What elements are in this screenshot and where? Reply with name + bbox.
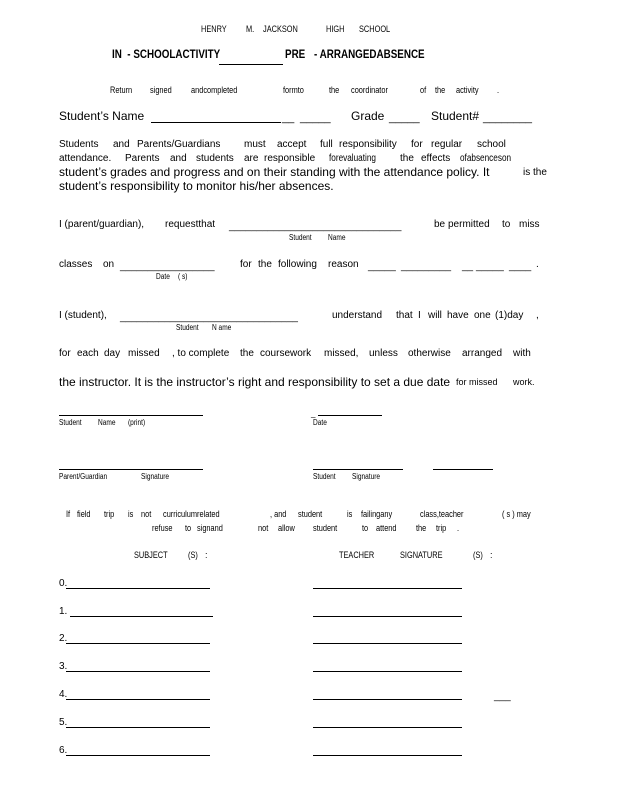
policy-word: forevaluating xyxy=(329,153,376,164)
parent-signature-line[interactable] xyxy=(59,469,203,470)
note-word: refuse xyxy=(152,523,173,533)
note-word: to xyxy=(362,523,369,533)
ack-word: one xyxy=(474,310,491,321)
instruction-word: the xyxy=(435,85,446,95)
note-word: trip xyxy=(104,509,115,519)
teacher-header-s: (S) xyxy=(473,550,483,560)
ack-word: coursework xyxy=(260,348,312,359)
ack-word: work. xyxy=(513,377,535,387)
ack-word: missed xyxy=(128,348,160,359)
note-word: is xyxy=(347,509,353,519)
student-signature-date-line[interactable] xyxy=(433,469,493,470)
date-dash: _ xyxy=(311,409,316,418)
instruction-word: activity xyxy=(456,85,479,95)
student-label: I (student), xyxy=(59,310,107,321)
subject-field[interactable] xyxy=(66,727,210,728)
policy-line4: student’s responsibility to monitor his/her absences. xyxy=(59,179,334,193)
student-name-label: Student’s Name xyxy=(59,109,145,123)
signature-header: SIGNATURE xyxy=(400,550,443,560)
signature-caption: (print) xyxy=(128,418,146,427)
request-that-text: requestthat xyxy=(165,219,216,230)
student-name-blank-field[interactable]: _______________________________ xyxy=(229,221,402,232)
request-word: be xyxy=(434,219,446,230)
policy-word: are xyxy=(244,153,259,164)
row-number: 3. xyxy=(59,661,68,672)
reason-blank-field[interactable]: _____ xyxy=(476,261,504,272)
policy-word: students xyxy=(196,153,234,164)
note-word: to xyxy=(185,523,192,533)
teacher-signature-field[interactable] xyxy=(313,643,462,644)
student-name-blank-field[interactable]: ________________________________ xyxy=(120,312,298,323)
field-caption: N ame xyxy=(212,323,232,332)
ack-word: unless xyxy=(369,348,398,359)
row-number: 0. xyxy=(59,578,68,589)
ack-word: day xyxy=(104,348,121,359)
note-word: student xyxy=(313,523,338,533)
request-word: on xyxy=(103,259,115,270)
teacher-signature-field[interactable] xyxy=(313,588,462,589)
student-name-field[interactable] xyxy=(151,122,281,123)
title-right: - ARRANGEDABSENCE xyxy=(314,47,425,61)
policy-word: the xyxy=(400,153,414,164)
reason-blank-field[interactable]: ____ xyxy=(509,261,532,272)
note-word: failingany xyxy=(361,509,393,519)
school-word: HIGH xyxy=(326,24,345,34)
instructor-line: the instructor. It is the instructor’s right and responsibility to set a due date xyxy=(59,375,451,389)
policy-word: must xyxy=(244,139,266,150)
note-word: class,teacher xyxy=(420,509,464,519)
grade-label: Grade xyxy=(351,109,385,123)
subject-field[interactable] xyxy=(70,616,213,617)
request-word: permitted xyxy=(448,219,490,230)
signature-caption: Date xyxy=(313,418,327,427)
note-word: field xyxy=(77,509,91,519)
note-word: curriculumrelated xyxy=(163,509,220,519)
date-line[interactable] xyxy=(318,415,382,416)
instruction-word: of xyxy=(420,85,427,95)
ack-word: for missed xyxy=(456,377,498,387)
signature-caption: Signature xyxy=(352,472,381,481)
parent-guardian-label: I (parent/guardian), xyxy=(59,219,145,230)
policy-word: and xyxy=(170,153,187,164)
request-word: classes xyxy=(59,259,93,270)
student-signature-line[interactable] xyxy=(313,469,403,470)
teacher-signature-field[interactable] xyxy=(313,671,462,672)
request-word: the xyxy=(258,259,272,270)
reason-blank-field[interactable]: _____ xyxy=(368,261,396,272)
policy-word: effects xyxy=(421,153,451,164)
subject-header: SUBJECT xyxy=(134,550,168,560)
teacher-signature-field[interactable] xyxy=(313,755,462,756)
instruction-word: . xyxy=(497,85,500,95)
field-caption: ( s) xyxy=(178,272,188,281)
note-word: ( s ) may xyxy=(502,509,531,519)
request-word: to xyxy=(502,219,511,230)
row-number: 4. xyxy=(59,689,68,700)
policy-line3: student’s grades and progress and on their standing with the attendance policy. It xyxy=(59,165,490,179)
teacher-signature-field[interactable] xyxy=(313,727,462,728)
policy-word: ofabsenceson xyxy=(460,153,512,164)
ack-word: that xyxy=(396,310,413,321)
dates-blank-field[interactable]: _________________ xyxy=(120,261,215,272)
policy-word: Students xyxy=(59,139,99,150)
ack-word: (1)day xyxy=(495,310,524,321)
ack-word: each xyxy=(77,348,99,359)
teacher-colon: : xyxy=(490,550,493,560)
title-underline xyxy=(219,64,283,65)
policy-word: responsibility xyxy=(339,139,397,150)
policy-word: accept xyxy=(277,139,307,150)
policy-word: attendance. xyxy=(59,153,112,164)
instruction-word: andcompleted xyxy=(191,85,238,95)
instruction-word: signed xyxy=(150,85,172,95)
ack-word: have xyxy=(447,310,469,321)
ack-word: will xyxy=(428,310,442,321)
policy-word: responsible xyxy=(264,153,316,164)
teacher-signature-field[interactable] xyxy=(313,616,462,617)
policy-word: Parents xyxy=(125,153,160,164)
school-word: M. xyxy=(246,24,255,34)
policy-word: regular xyxy=(431,139,463,150)
subject-field[interactable] xyxy=(66,755,210,756)
note-word: If xyxy=(66,509,71,519)
row-number: 5. xyxy=(59,717,68,728)
note-word: student xyxy=(298,509,323,519)
title-left: IN - SCHOOLACTIVITY xyxy=(112,47,221,61)
ack-word: the xyxy=(240,348,254,359)
note-word: attend xyxy=(376,523,397,533)
extra-blank: ___ xyxy=(494,691,511,702)
reason-blank-field[interactable]: _________ xyxy=(401,261,452,272)
request-word: miss xyxy=(519,219,540,230)
request-word: reason xyxy=(328,259,359,270)
ack-word: for xyxy=(59,348,71,359)
field-caption: Name xyxy=(328,233,346,242)
request-period: . xyxy=(536,259,539,270)
student-print-name-line[interactable] xyxy=(59,415,203,416)
school-word: HENRY xyxy=(201,24,227,34)
subject-field[interactable] xyxy=(66,671,210,672)
ack-word: with xyxy=(513,348,531,359)
signature-caption: Student xyxy=(313,472,336,481)
note-word: signand xyxy=(197,523,223,533)
row-number: 1. xyxy=(59,606,68,617)
policy-line3-end: is the xyxy=(523,167,547,178)
student-number-field[interactable]: ________ xyxy=(483,112,532,124)
subject-field[interactable] xyxy=(66,588,210,589)
subject-colon: : xyxy=(205,550,208,560)
note-word: not xyxy=(141,509,152,519)
policy-word: school xyxy=(477,139,506,150)
note-word: , and xyxy=(270,509,287,519)
ack-word: understand xyxy=(332,310,383,321)
note-word: is xyxy=(128,509,134,519)
ack-word: otherwise xyxy=(408,348,451,359)
student-name-blank: _____ xyxy=(300,112,331,124)
instruction-word: Return xyxy=(110,85,133,95)
instruction-word: the xyxy=(329,85,340,95)
ack-word: , to complete xyxy=(172,348,230,359)
request-word: for xyxy=(240,259,252,270)
ack-word: missed, xyxy=(324,348,359,359)
policy-word: and xyxy=(113,139,130,150)
row-number: 2. xyxy=(59,633,68,644)
teacher-signature-field[interactable] xyxy=(313,699,462,700)
ack-word: I xyxy=(418,310,421,321)
student-number-label: Student# xyxy=(431,109,480,123)
note-word: the xyxy=(416,523,427,533)
instruction-word: formto xyxy=(283,85,304,95)
subject-header-s: (S) xyxy=(188,550,198,560)
row-number: 6. xyxy=(59,745,68,756)
student-name-blank: __ xyxy=(282,112,295,124)
note-word: allow xyxy=(278,523,295,533)
reason-blank-field[interactable]: __ xyxy=(462,261,474,272)
note-word: . xyxy=(457,523,460,533)
policy-word: Parents/Guardians xyxy=(137,139,221,150)
ack-word: , xyxy=(536,310,539,321)
school-word: SCHOOL xyxy=(359,24,391,34)
subject-field[interactable] xyxy=(66,643,210,644)
note-word: not xyxy=(258,523,269,533)
teacher-header: TEACHER xyxy=(339,550,375,560)
subject-field[interactable] xyxy=(66,699,210,700)
signature-caption: Parent/Guardian xyxy=(59,472,108,481)
request-word: following xyxy=(278,259,317,270)
school-word: JACKSON xyxy=(263,24,298,34)
ack-word: arranged xyxy=(462,348,503,359)
grade-field[interactable]: _____ xyxy=(389,112,420,124)
field-caption: Date xyxy=(156,272,170,281)
policy-word: full xyxy=(320,139,333,150)
signature-caption: Signature xyxy=(141,472,170,481)
signature-caption: Student xyxy=(59,418,82,427)
field-caption: Student xyxy=(176,323,199,332)
field-caption: Student xyxy=(289,233,312,242)
signature-caption: Name xyxy=(98,418,116,427)
instruction-word: coordinator xyxy=(351,85,388,95)
title-mid: PRE xyxy=(285,47,306,61)
policy-word: for xyxy=(411,139,423,150)
note-word: trip xyxy=(436,523,447,533)
